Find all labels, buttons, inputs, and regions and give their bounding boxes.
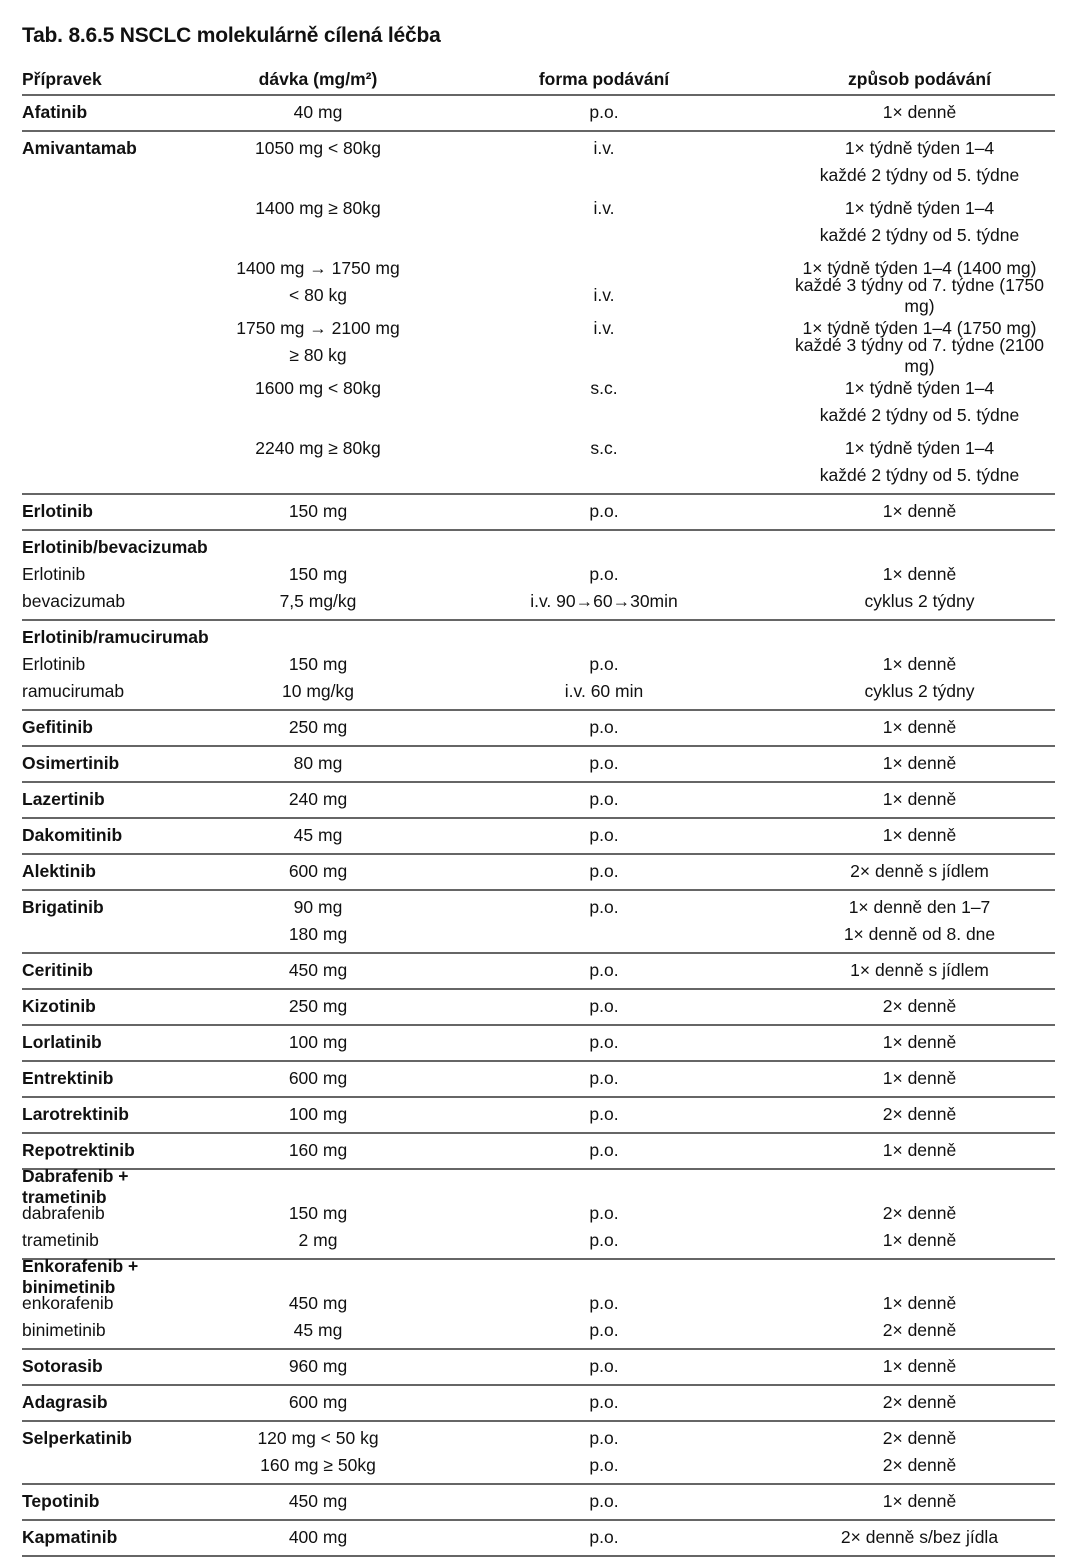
group-title: Enkorafenib + binimetinib [22, 1255, 139, 1297]
cell-method: cyklus 2 týdny [864, 681, 975, 701]
cell-form: p.o. [589, 825, 619, 845]
cell-method: 1× denně [882, 102, 957, 122]
cell-method: 1× denně [882, 825, 957, 845]
header-form: forma podávání [538, 68, 670, 89]
cell-form: i.v. [593, 138, 615, 158]
table-line [22, 1353, 1055, 1380]
table-line [22, 222, 1055, 249]
cell-preparation: bevacizumab [22, 591, 126, 611]
cell-method: 1× denně [882, 753, 957, 773]
cell-form: i.v. [593, 198, 615, 218]
cell-method: 1× denně [882, 1230, 957, 1250]
header-method: způsob podávání [848, 68, 991, 89]
cell-form: p.o. [589, 1320, 619, 1340]
cell-method: 1× týdně týden 1–4 [844, 198, 995, 218]
table-row-group [22, 531, 1055, 621]
table-line [22, 534, 1055, 561]
table-row [22, 990, 1055, 1026]
cell-method: 2× denně [882, 1104, 957, 1124]
table-row [22, 1062, 1055, 1098]
table-line [22, 624, 1055, 651]
cell-preparation: Afatinib [22, 102, 88, 122]
cell-dose: 90 mg [293, 897, 343, 917]
table-line [22, 274, 1055, 316]
table-body [22, 96, 1055, 1557]
table-line [22, 1452, 1055, 1479]
cell-preparation: Erlotinib [22, 654, 86, 674]
cell-method: 1× denně [882, 1032, 957, 1052]
table-line [22, 561, 1055, 588]
table-line [22, 1227, 1055, 1254]
cell-method: 2× denně [882, 1203, 957, 1223]
cell-form: p.o. [589, 1203, 619, 1223]
cell-dose: 2240 mg ≥ 80kg [255, 438, 381, 458]
table-line [22, 1389, 1055, 1416]
table-line [22, 1065, 1055, 1092]
cell-method: 1× týdně týden 1–4 [844, 438, 995, 458]
cell-dose: 180 mg [288, 924, 348, 944]
cell-form: p.o. [589, 501, 619, 521]
table-line [22, 921, 1055, 948]
cell-method: každé 2 týdny od 5. týdne [819, 165, 1020, 185]
table-row [22, 819, 1055, 855]
cell-method: 2× denně [882, 1428, 957, 1448]
cell-dose: 1400 mg → 1750 mg [236, 258, 400, 278]
table-line [22, 135, 1055, 162]
cell-form: i.v. 90→60→30min [530, 591, 678, 611]
cell-dose: 7,5 mg/kg [279, 591, 357, 611]
table-line [22, 1425, 1055, 1452]
cell-dose: 40 mg [293, 102, 343, 122]
cell-preparation: Lazertinib [22, 789, 105, 809]
cell-dose: 150 mg [288, 654, 348, 674]
cell-dose: 10 mg/kg [282, 681, 354, 701]
cell-preparation: Adagrasib [22, 1392, 108, 1412]
table-row [22, 711, 1055, 747]
table-row [22, 855, 1055, 891]
table-line [22, 1029, 1055, 1056]
cell-dose: 150 mg [288, 1203, 348, 1223]
table-line [22, 1488, 1055, 1515]
cell-method: 1× týdně týden 1–4 [844, 378, 995, 398]
cell-preparation: Entrektinib [22, 1068, 114, 1088]
table-line [22, 1101, 1055, 1128]
table-line [22, 1200, 1055, 1227]
cell-preparation: Osimertinib [22, 753, 120, 773]
table-row [22, 783, 1055, 819]
cell-form: p.o. [589, 1491, 619, 1511]
table-line [22, 435, 1055, 462]
cell-form: p.o. [589, 1392, 619, 1412]
cell-dose: 450 mg [288, 1293, 348, 1313]
cell-preparation: Dakomitinib [22, 825, 123, 845]
cell-method: 1× denně [882, 1491, 957, 1511]
cell-form: p.o. [589, 654, 619, 674]
table-row [22, 132, 1055, 495]
cell-preparation: Gefitinib [22, 717, 93, 737]
table-line [22, 1137, 1055, 1164]
table-row [22, 1485, 1055, 1521]
table-line [22, 1165, 1055, 1207]
group-title: Erlotinib/bevacizumab [22, 537, 208, 557]
cell-method: 1× denně [882, 1356, 957, 1376]
cell-preparation: trametinib [22, 1230, 99, 1250]
cell-preparation: Repotrektinib [22, 1140, 135, 1160]
table-row [22, 1350, 1055, 1386]
cell-form: p.o. [589, 1527, 619, 1547]
cell-dose: 1050 mg < 80kg [255, 138, 381, 158]
cell-dose: 45 mg [293, 1320, 343, 1340]
cell-form: p.o. [589, 1230, 619, 1250]
cell-dose: 960 mg [288, 1356, 348, 1376]
cell-dose: 160 mg ≥ 50kg [260, 1455, 376, 1475]
cell-preparation: Lorlatinib [22, 1032, 102, 1052]
cell-method: 2× denně [882, 1320, 957, 1340]
cell-preparation: Selperkatinib [22, 1428, 132, 1448]
cell-dose: 2 mg [298, 1230, 338, 1250]
cell-method: 1× týdně týden 1–4 (1400 mg) [802, 258, 1037, 278]
table-line [22, 375, 1055, 402]
cell-form: p.o. [589, 1068, 619, 1088]
table-line [22, 786, 1055, 813]
cell-dose: 45 mg [293, 825, 343, 845]
cell-dose: 400 mg [288, 1527, 348, 1547]
cell-dose: 150 mg [288, 501, 348, 521]
table-line [22, 1317, 1055, 1344]
cell-preparation: binimetinib [22, 1320, 106, 1340]
cell-method: každé 3 týdny od 7. týdne (2100 mg) [794, 334, 1045, 376]
table-line [22, 498, 1055, 525]
table-line [22, 402, 1055, 429]
table-row [22, 1521, 1055, 1557]
cell-method: 1× denně [882, 717, 957, 737]
cell-method: 1× denně [882, 1068, 957, 1088]
cell-dose: 600 mg [288, 1392, 348, 1412]
cell-dose: 250 mg [288, 717, 348, 737]
cell-form: p.o. [589, 1356, 619, 1376]
cell-form: s.c. [590, 378, 618, 398]
table-row [22, 954, 1055, 990]
cell-method: cyklus 2 týdny [864, 591, 975, 611]
cell-form: p.o. [589, 897, 619, 917]
cell-dose: 450 mg [288, 960, 348, 980]
table-line [22, 894, 1055, 921]
cell-preparation: Alektinib [22, 861, 96, 881]
cell-preparation: Brigatinib [22, 897, 104, 917]
cell-form: p.o. [589, 564, 619, 584]
table-row [22, 747, 1055, 783]
cell-dose: < 80 kg [289, 285, 347, 305]
cell-method: 1× denně od 8. dne [843, 924, 996, 944]
cell-dose: 1750 mg → 2100 mg [236, 318, 400, 338]
cell-method: 1× týdně týden 1–4 [844, 138, 995, 158]
table-header [22, 64, 1055, 96]
cell-preparation: Sotorasib [22, 1356, 103, 1376]
group-title: Dabrafenib + trametinib [22, 1165, 129, 1207]
table-line [22, 678, 1055, 705]
cell-method: 1× denně s jídlem [850, 960, 989, 980]
cell-preparation: Tepotinib [22, 1491, 100, 1511]
table-row [22, 1422, 1055, 1485]
cell-dose: 600 mg [288, 1068, 348, 1088]
cell-preparation: Ceritinib [22, 960, 93, 980]
cell-form: p.o. [589, 1032, 619, 1052]
cell-method: každé 3 týdny od 7. týdne (1750 mg) [794, 274, 1045, 316]
cell-form: p.o. [589, 861, 619, 881]
cell-method: každé 2 týdny od 5. týdne [819, 225, 1020, 245]
table-line [22, 957, 1055, 984]
cell-form: p.o. [589, 789, 619, 809]
cell-preparation: dabrafenib [22, 1203, 105, 1223]
cell-preparation: Amivantamab [22, 138, 137, 158]
cell-dose: 80 mg [293, 753, 343, 773]
cell-form: p.o. [589, 1428, 619, 1448]
cell-form: p.o. [589, 1104, 619, 1124]
cell-dose: 100 mg [288, 1104, 348, 1124]
cell-preparation: Erlotinib [22, 564, 86, 584]
cell-form: p.o. [589, 960, 619, 980]
table-line [22, 462, 1055, 489]
cell-method: 1× denně [882, 654, 957, 674]
cell-preparation: enkorafenib [22, 1293, 114, 1313]
table-line [22, 858, 1055, 885]
cell-preparation: ramucirumab [22, 681, 125, 701]
cell-preparation: Larotrektinib [22, 1104, 129, 1124]
group-title: Erlotinib/ramucirumab [22, 627, 209, 647]
table-row-group [22, 621, 1055, 711]
cell-method: 2× denně s jídlem [850, 861, 989, 881]
cell-form: s.c. [590, 438, 618, 458]
cell-form: p.o. [589, 1455, 619, 1475]
cell-form: i.v. [593, 318, 615, 338]
cell-method: 1× denně [882, 501, 957, 521]
table-line [22, 334, 1055, 376]
cell-form: p.o. [589, 102, 619, 122]
cell-method: každé 2 týdny od 5. týdne [819, 465, 1020, 485]
cell-form: i.v. 60 min [564, 681, 644, 701]
cell-dose: 1600 mg < 80kg [255, 378, 381, 398]
drug-table [22, 64, 1055, 1557]
table-line [22, 1290, 1055, 1317]
table-line [22, 993, 1055, 1020]
cell-method: 2× denně s/bez jídla [840, 1527, 999, 1547]
table-line [22, 651, 1055, 678]
table-line [22, 162, 1055, 189]
cell-form: p.o. [589, 996, 619, 1016]
header-preparation: Přípravek [22, 68, 102, 89]
table-row [22, 1098, 1055, 1134]
cell-preparation: Kapmatinib [22, 1527, 118, 1547]
table-row [22, 96, 1055, 132]
cell-method: 2× denně [882, 996, 957, 1016]
table-row [22, 891, 1055, 954]
cell-form: i.v. [593, 285, 615, 305]
table-line [22, 750, 1055, 777]
cell-preparation: Kizotinib [22, 996, 96, 1016]
header-dose: dávka (mg/m²) [258, 68, 378, 89]
table-line [22, 1524, 1055, 1551]
cell-dose: 250 mg [288, 996, 348, 1016]
cell-method: 1× týdně týden 1–4 (1750 mg) [802, 318, 1037, 338]
table-row-group [22, 1255, 1055, 1350]
table-line [22, 99, 1055, 126]
cell-dose: ≥ 80 kg [289, 345, 347, 365]
cell-form: p.o. [589, 717, 619, 737]
cell-dose: 450 mg [288, 1491, 348, 1511]
cell-form: p.o. [589, 753, 619, 773]
table-row [22, 1386, 1055, 1422]
table-row [22, 1026, 1055, 1062]
table-line [22, 714, 1055, 741]
cell-dose: 150 mg [288, 564, 348, 584]
table-line [22, 1255, 1055, 1297]
cell-method: 2× denně [882, 1392, 957, 1412]
cell-method: 1× denně den 1–7 [848, 897, 991, 917]
cell-dose: 600 mg [288, 861, 348, 881]
table-title: Tab. 8.6.5 NSCLC molekulárně cílená léčba [22, 24, 441, 47]
cell-method: 1× denně [882, 1293, 957, 1313]
cell-dose: 120 mg < 50 kg [257, 1428, 379, 1448]
cell-method: 1× denně [882, 1140, 957, 1160]
cell-dose: 100 mg [288, 1032, 348, 1052]
cell-method: každé 2 týdny od 5. týdne [819, 405, 1020, 425]
cell-dose: 1400 mg ≥ 80kg [255, 198, 381, 218]
cell-dose: 160 mg [288, 1140, 348, 1160]
cell-preparation: Erlotinib [22, 501, 93, 521]
cell-method: 2× denně [882, 1455, 957, 1475]
cell-form: p.o. [589, 1293, 619, 1313]
table-line [22, 588, 1055, 615]
table-row [22, 495, 1055, 531]
cell-dose: 240 mg [288, 789, 348, 809]
cell-method: 1× denně [882, 789, 957, 809]
table-line [22, 195, 1055, 222]
table-row-group [22, 1165, 1055, 1260]
table-line [22, 822, 1055, 849]
cell-form: p.o. [589, 1140, 619, 1160]
cell-method: 1× denně [882, 564, 957, 584]
